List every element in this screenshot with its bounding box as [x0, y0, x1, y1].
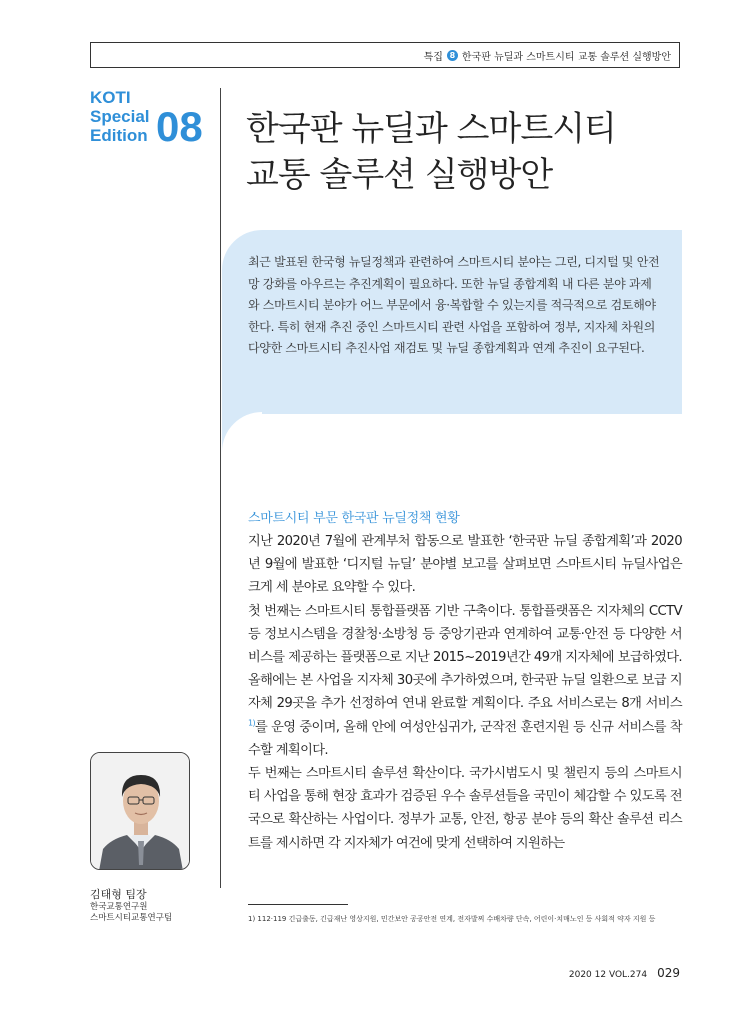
- page-footer: [569, 966, 680, 980]
- author-name: 김태형 팀장: [90, 888, 147, 901]
- footnote-divider: [248, 904, 348, 905]
- header-title: 한국판 뉴딜과 스마트시티 교통 솔루션 실행방안: [461, 51, 671, 63]
- edition-line-special: Special: [90, 107, 150, 126]
- paragraph-2-text-a: 첫 번째는 스마트시티 통합플랫폼 기반 구축이다. 통합플랫폼은 지자체의 CCTV 등 정보시스템을 경찰청·소방청 등 중앙기관과 연계하여 교통·안전 등 다양한 서비스를 제공하는 플랫폼으로 지난 2015~2019년간 49개 지자체에 보급하였다. 올해에는 본 사업을 지자체 30곳에 추가하였으며, 한국판 뉴딜 일환으로 보급 지자체 29곳을 추가 선정하여 연내 완료할 계획이다. 주요 서비스로는 8개 서비스: [248, 603, 682, 712]
- author-org-1: 한국교통연구원: [90, 902, 148, 912]
- author-portrait-image: [91, 753, 190, 870]
- article-body: [248, 530, 682, 855]
- title-line-2: 교통 솔루션 실행방안: [246, 155, 553, 195]
- author-org-2: 스마트시티교통연구팀: [90, 913, 173, 923]
- issue-info: 2020 12 VOL.274: [568, 970, 648, 980]
- paragraph-3: 두 번째는 스마트시티 솔루션 확산이다. 국가시범도시 및 챌린지 등의 스마트시티 사업을 통해 현장 효과가 검증된 우수 솔루션들을 국민이 체감할 수 있도록 전국으로 확산하는 사업이다. 정부가 교통, 안전, 항공 분야 등의 확산 솔루션 리스트를 제시하면 각 지자체가 여건에 맞게 선택하여 지원하는: [248, 766, 682, 851]
- summary-box: 최근 발표된 한국형 뉴딜정책과 관련하여 스마트시티 분야는 그린, 디지털 및 안전망 강화를 아우르는 추진계획이 필요하다. 또한 뉴딜 종합계획 내 다른 분야 과제와 스마트시티 분야가 어느 부문에서 융·복합할 수 있는지를 적극적으로 검토해야 한다. 특히 현재 추진 중인 스마트시티 관련 사업을 포함하여 정부, 지자체 차원의 다양한 스마트시티 추진사업 재검토 및 뉴딜 종합계획과 연계 추진이 요구된다.: [222, 230, 682, 414]
- author-photo: [90, 752, 190, 870]
- section-heading: 스마트시티 부문 한국판 뉴딜정책 현황: [248, 511, 460, 526]
- header-number-badge: 8: [447, 50, 458, 61]
- title-line-1: 한국판 뉴딜과 스마트시티: [246, 109, 616, 149]
- article-title: [246, 106, 676, 198]
- edition-line-koti: KOTI: [90, 88, 131, 107]
- author-affiliation: [90, 902, 172, 924]
- footnote: 1) 112·119 긴급출동, 긴급재난 영상지원, 민간보안 공공안전 연계, 전자발찌 수배차량 단속, 어린이·치매노인 등 사회적 약자 지원 등: [248, 915, 656, 923]
- page-number: 029: [657, 966, 680, 980]
- vertical-divider: [220, 88, 221, 888]
- paragraph-2-text-b: 를 운영 중이며, 올해 안에 여성안심귀가, 군작전 훈련지원 등 신규 서비스를 착수할 계획이다.: [248, 719, 682, 758]
- edition-number: 08: [156, 103, 203, 150]
- paragraph-1: 지난 2020년 7월에 관계부처 합동으로 발표한 ‘한국판 뉴딜 종합계획’과 2020년 9월에 발표한 ‘디지털 뉴딜’ 분야별 보고를 살펴보면 스마트시티 뉴딜사업은 크게 세 분야로 요약할 수 있다.: [248, 534, 682, 596]
- header-label: 특집: [423, 51, 443, 63]
- edition-line-edition: Edition: [90, 126, 148, 145]
- edition-label: [90, 88, 150, 145]
- paragraph-2: [248, 600, 682, 762]
- footnote-ref[interactable]: 1): [248, 718, 256, 728]
- running-header: [90, 42, 680, 68]
